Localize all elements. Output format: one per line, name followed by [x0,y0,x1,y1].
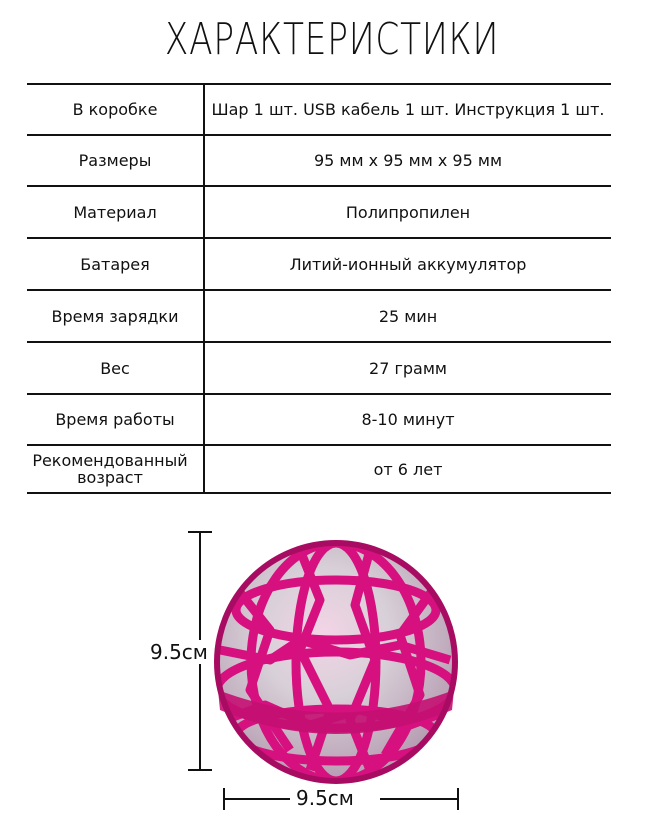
product-figure [0,520,664,817]
table-row [27,393,611,444]
specs-table [27,83,611,494]
spec-value: 95 мм х 95 мм х 95 мм [313,151,503,170]
spec-value: Шар 1 шт. USB кабель 1 шт. Инструкция 1 шт. [211,100,605,119]
spec-value: Полипропилен [345,202,471,222]
spec-label: Батарея [27,239,205,289]
table-row [27,444,611,494]
spec-label: Время зарядки [27,291,205,341]
spec-value: 25 мин [378,306,438,326]
table-row [27,134,611,185]
table-row [27,83,611,134]
page-title: ХАРАКТЕРИСТИКИ [164,14,500,65]
spec-label: В коробке [27,85,205,134]
spec-value: от 6 лет [373,459,443,479]
spec-label: Время работы [27,395,205,444]
flying-ball-image [0,520,664,817]
spec-label: Материал [27,187,205,237]
spec-label: Рекомендованный возраст [17,446,205,492]
spec-label: Размеры [27,136,205,185]
ball-icon [217,543,455,781]
spec-label: Вес [27,343,205,393]
width-label: 9.5см [296,786,354,810]
table-row [27,289,611,341]
spec-value: 27 грамм [369,358,447,378]
table-row [27,341,611,393]
spec-value: 8-10 минут [361,410,455,429]
table-row [27,237,611,289]
spec-value: Литий-ионный аккумулятор [289,254,527,274]
height-label: 9.5см [150,640,208,664]
table-row [27,185,611,237]
